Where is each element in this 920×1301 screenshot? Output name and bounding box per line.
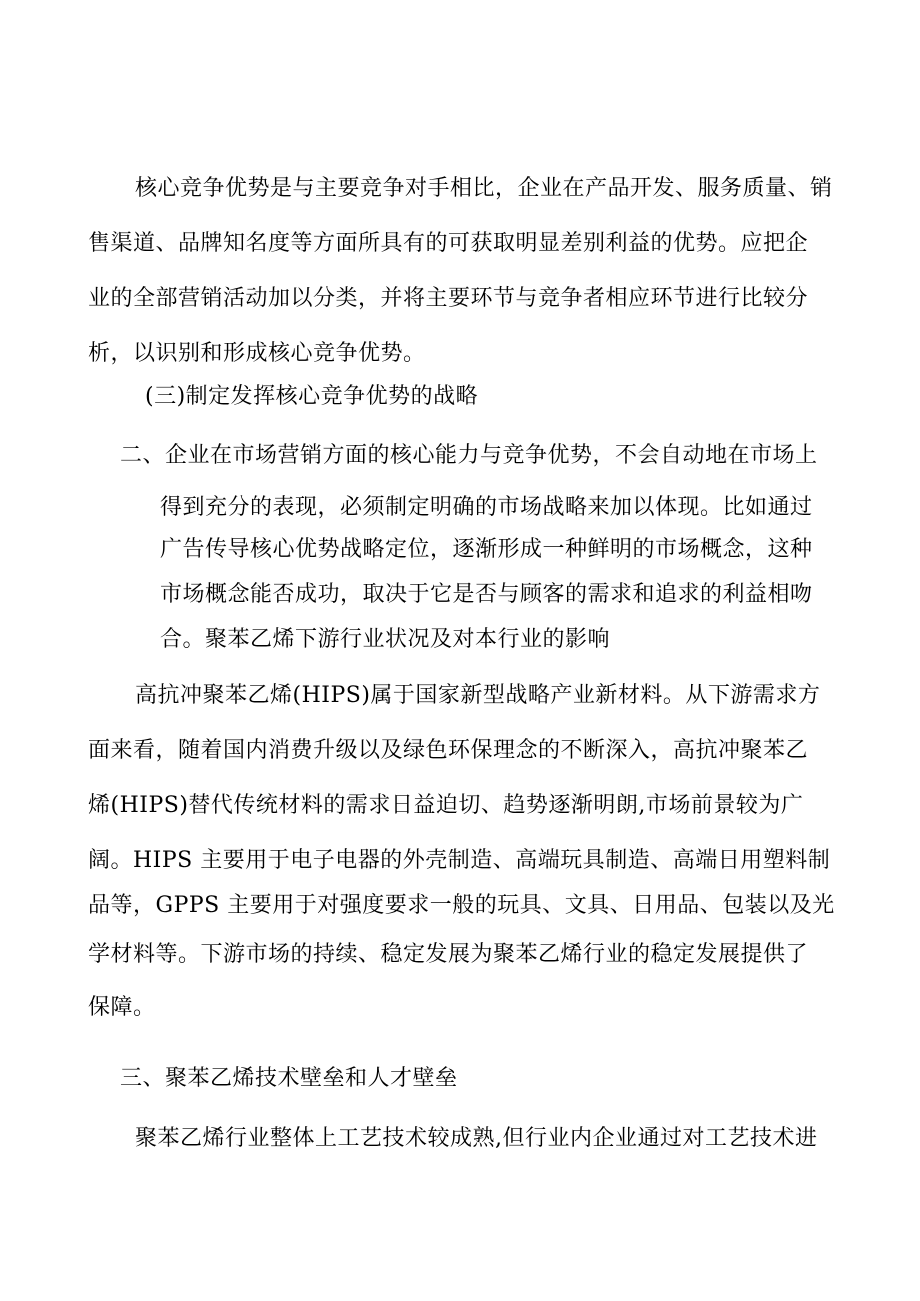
section-heading-line: 二、企业在市场营销方面的核心能力与竞争优势，不会自动地在市场上 <box>120 443 818 468</box>
text-line: 高抗冲聚苯乙烯(HIPS)属于国家新型战略产业新材料。从下游需求方 <box>135 683 821 708</box>
text-line: 品等，GPPS 主要用于对强度要求一般的玩具、文具、日用品、包装以及光 <box>88 893 835 918</box>
text-line: 售渠道、品牌知名度等方面所具有的可获取明显差别利益的优势。应把企 <box>88 231 809 256</box>
text-line: 核心竞争优势是与主要竞争对手相比，企业在产品开发、服务质量、销 <box>135 176 833 201</box>
text-line: 阔。HIPS 主要用于电子电器的外壳制造、高端玩具制造、高端日用塑料制 <box>88 848 831 873</box>
text-line: 业的全部营销活动加以分类，并将主要环节与竞争者相应环节进行比较分 <box>88 286 809 311</box>
text-line: 面来看，随着国内消费升级以及绿色环保理念的不断深入，高抗冲聚苯乙 <box>88 738 809 763</box>
text-line: 析，以识别和形成核心竞争优势。 <box>88 341 426 366</box>
text-line: 学材料等。下游市场的持续、稳定发展为聚苯乙烯行业的稳定发展提供了 <box>88 942 809 967</box>
text-line: 得到充分的表现，必须制定明确的市场战略来加以体现。比如通过 <box>160 495 813 520</box>
text-line: 烯(HIPS)替代传统材料的需求日益迫切、趋势逐渐明朗,市场前景较为广 <box>88 793 804 818</box>
text-line: 市场概念能否成功，取决于它是否与顾客的需求和追求的利益相吻 <box>160 582 813 607</box>
subheading-strategy: (三)制定发挥核心竞争优势的战略 <box>145 384 479 409</box>
text-line: 合。聚苯乙烯下游行业状况及对本行业的影响 <box>160 627 611 652</box>
text-line: 保障。 <box>88 995 156 1020</box>
text-line: 广告传导核心优势战略定位，逐渐形成一种鲜明的市场概念，这种 <box>160 537 813 562</box>
section-heading-three: 三、聚苯乙烯技术壁垒和人才壁垒 <box>120 1066 458 1091</box>
text-line: 聚苯乙烯行业整体上工艺技术较成熟,但行业内企业通过对工艺技术进 <box>135 1126 818 1151</box>
